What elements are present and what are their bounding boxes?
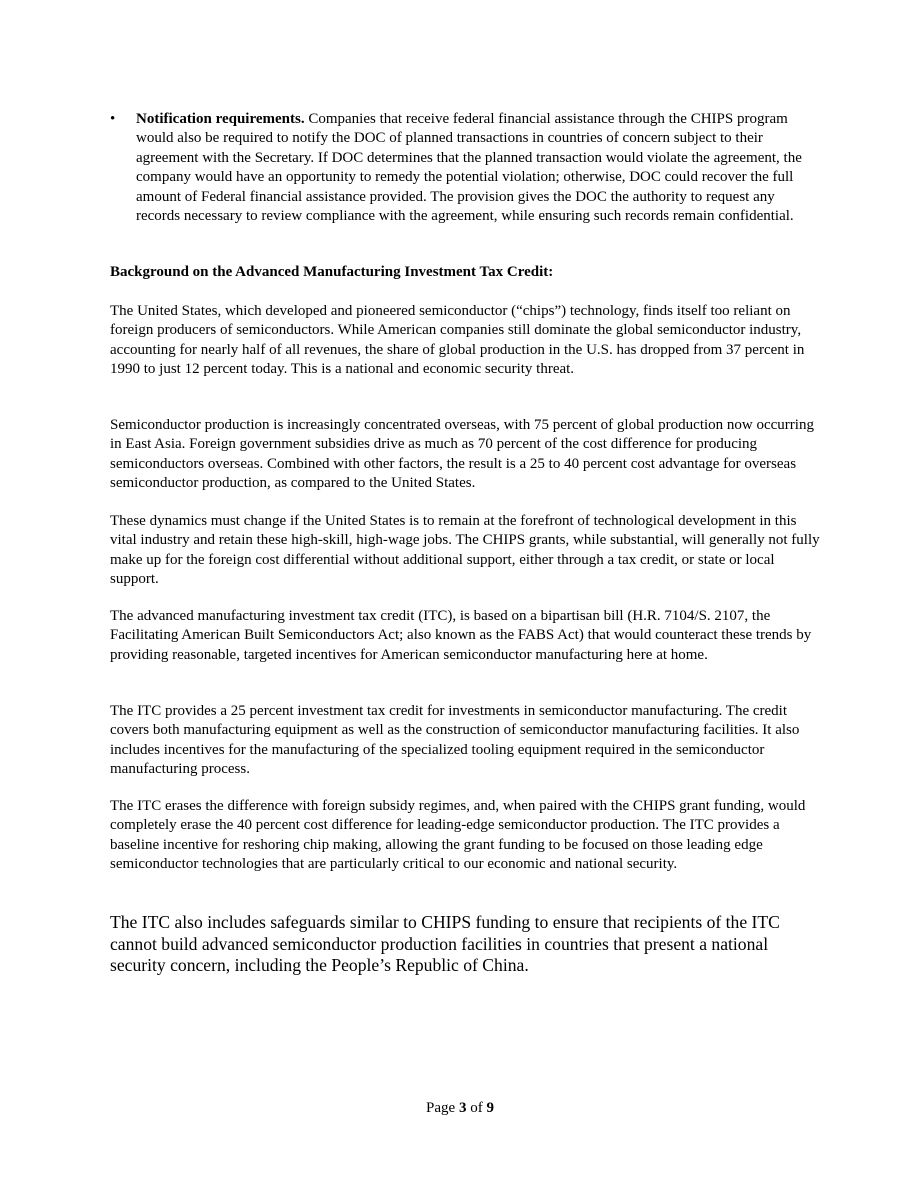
- page-footer: [0, 1099, 920, 1118]
- section-heading: Background on the Advanced Manufacturing Investment Tax Credit:: [110, 264, 554, 280]
- bullet-body: Companies that receive federal financial assistance through the CHIPS program would also be required to notify the DOC of planned transactions in countries of concern subject to their agreement with the Secretary. If DOC determines that the planned transaction would violate the agreement, the company would have an opportunity to remedy the potential violation; otherwise, DOC could recover the full amount of Federal financial assistance provided. The provision gives the DOC the authority to request any records necessary to review compliance with the agreement, while ensuring such records remain confidential.: [136, 111, 802, 225]
- bullet-text: [136, 110, 812, 226]
- paragraph-6: The ITC erases the difference with foreign subsidy regimes, and, when paired with the CHIPS grant funding, would completely erase the 40 percent cost difference for leading-edge semiconductor production. The ITC provides a baseline incentive for reshoring chip making, allowing the grant funding to be focused on those leading edge semiconductor technologies that are particularly critical to our economic and national security.: [110, 798, 806, 873]
- paragraph-3: These dynamics must change if the United States is to remain at the forefront of technological development in this vital industry and retain these high-skill, high-wage jobs. The CHIPS grants, while substantial, will generally not fully make up for the foreign cost differential without additional support, either through a tax credit, or state or local support.: [110, 513, 820, 588]
- bullet-title: Notification requirements.: [136, 111, 305, 127]
- of-label: of: [466, 1100, 487, 1116]
- current-page-number: 3: [458, 1100, 467, 1116]
- bullet-glyph: •: [110, 111, 116, 127]
- paragraph-1: The United States, which developed and pioneered semiconductor (“chips”) technology, finds itself too reliant on foreign producers of semiconductors. While American companies still dominate the global semiconductor industry, accounting for nearly half of all revenues, the share of global production in the U.S. has dropped from 37 percent in 1990 to just 12 percent today. This is a national and economic security threat.: [110, 303, 805, 378]
- page-label: Page: [426, 1100, 459, 1116]
- paragraph-2: Semiconductor production is increasingly concentrated overseas, with 75 percent of global production now occurring in East Asia. Foreign government subsidies drive as much as 70 percent of the cost difference for producing semiconductors overseas. Combined with other factors, the result is a 25 to 40 percent cost advantage for overseas semiconductor production, as compared to the United States.: [110, 417, 814, 492]
- paragraph-5: The ITC provides a 25 percent investment tax credit for investments in semiconductor manufacturing. The credit covers both manufacturing equipment as well as the construction of semiconductor manufacturing facilities. It also includes incentives for the manufacturing of the specialized tooling equipment required in the semiconductor manufacturing process.: [110, 703, 800, 778]
- bullet-item-notification-requirements: [110, 110, 812, 226]
- paragraph-4: The advanced manufacturing investment tax credit (ITC), is based on a bipartisan bill (H.R. 7104/S. 2107, the Facilitating American Built Semiconductors Act; also known as the FABS Act) that would counteract these trends by providing reasonable, targeted incentives for American semiconductor manufacturing here at home.: [110, 608, 812, 663]
- paragraph-final: The ITC also includes safeguards similar to CHIPS funding to ensure that recipients of the ITC cannot build advanced semiconductor production facilities in countries that present a national security concern, including the People’s Republic of China.: [110, 912, 780, 976]
- total-pages-number: 9: [486, 1100, 494, 1116]
